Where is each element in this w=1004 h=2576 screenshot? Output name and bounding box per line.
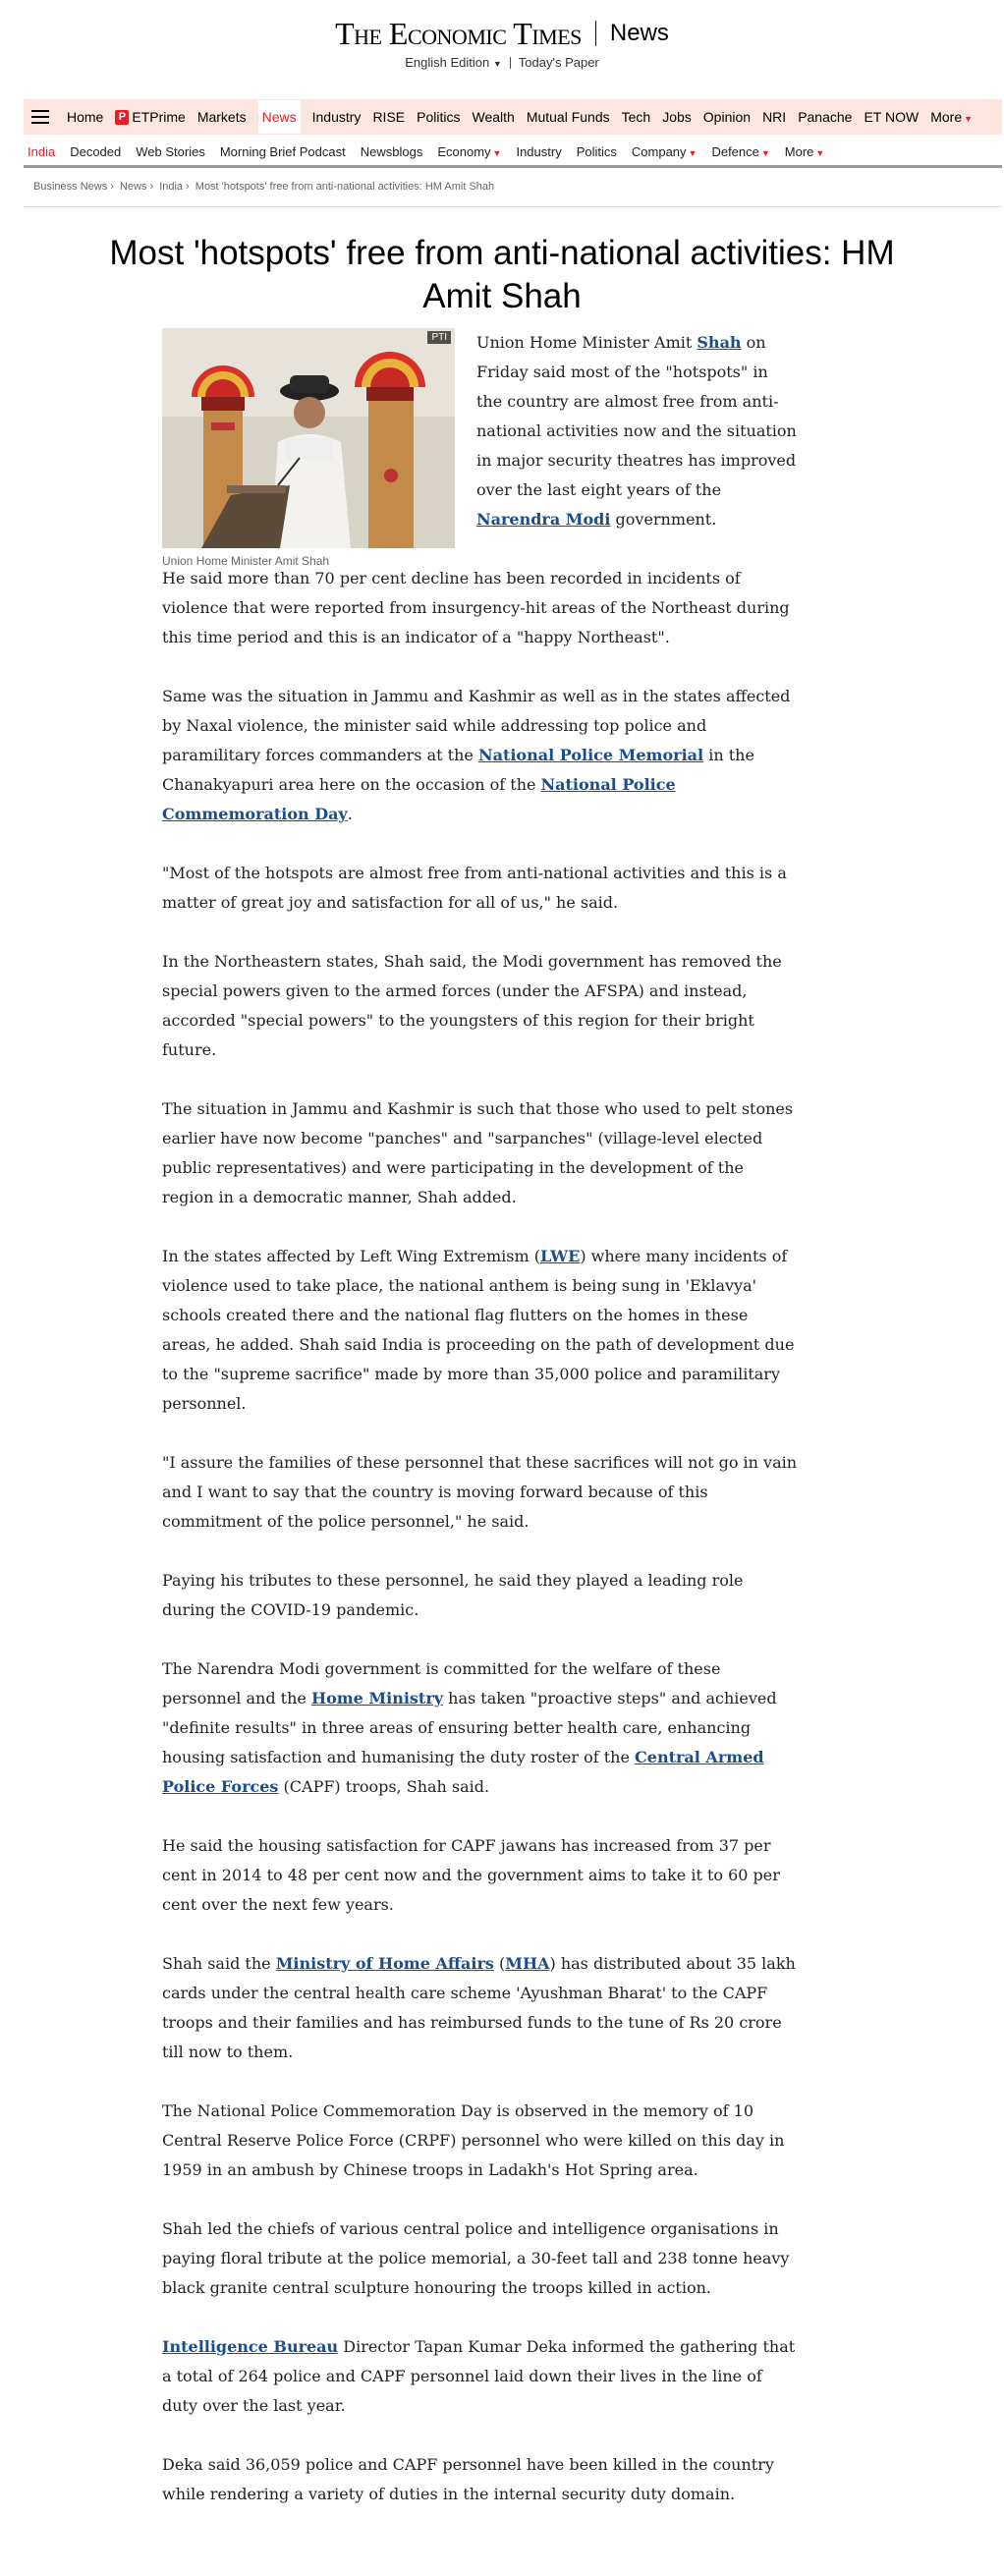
caret-down-icon: ▼: [688, 148, 697, 158]
nav-jobs[interactable]: Jobs: [662, 109, 692, 125]
paragraph: "Most of the hotspots are almost free from anti-national activities and this is a matter of great joy and satisfaction for all of us," he said.: [162, 864, 787, 912]
primary-nav: [24, 99, 1002, 135]
nav-politics[interactable]: Politics: [417, 109, 461, 125]
subnav-more[interactable]: More ▼: [784, 144, 825, 159]
nav-mutual-funds[interactable]: Mutual Funds: [526, 109, 610, 125]
breadcrumb-news[interactable]: News: [119, 181, 147, 193]
paragraph: The National Police Commemoration Day is observed in the memory of 10 Central Reserve Police Force (CRPF) personnel who were killed on this day in 1959 in an ambush by Chinese troops in Ladakh's Hot Spring area.: [162, 2101, 785, 2179]
paragraph: Same was the situation in Jammu and Kashmir as well as in the states affected by Naxal violence, the minister said while addressing top police and paramilitary forces commanders at the National Police Memorial in the Chanakyapuri area here on the occasion of the National Police Commemoration Day.: [162, 687, 791, 823]
nav-home[interactable]: Home: [67, 109, 104, 125]
article-title: Most 'hotspots' free from anti-national activities: HM Amit Shah: [109, 234, 895, 315]
breadcrumb-divider: [24, 206, 1002, 207]
link-mha[interactable]: MHA: [505, 1954, 550, 1973]
caret-down-icon: ▼: [492, 148, 502, 158]
paragraph: Deka said 36,059 police and CAPF personnel have been killed in the country while rendering a variety of duties in the internal security duty domain.: [162, 2455, 774, 2503]
section-name[interactable]: News: [609, 20, 669, 46]
article-body: [162, 328, 799, 2539]
caret-down-icon: ▼: [760, 148, 770, 158]
breadcrumb-current: Most 'hotspots' free from anti-national activities: HM Amit Shah: [195, 181, 495, 193]
paragraph: The Narendra Modi government is committed for the welfare of these personnel and the Home Ministry has taken "proactive steps" and achieved "definite results" in three areas of ensuring better health care, enhancing housing satisfaction and humanising the duty roster of the Central Armed Police Forces (CAPF) troops, Shah said.: [162, 1659, 777, 1796]
todays-paper-link[interactable]: Today's Paper: [518, 55, 599, 70]
et-logo[interactable]: The Economic Times: [335, 15, 582, 51]
breadcrumb-india[interactable]: India: [159, 181, 184, 193]
paragraph: Shah said the Ministry of Home Affairs (MHA) has distributed about 35 lakh cards under the central health care scheme 'Ayushman Bharat' to the CAPF troops and their families and has reimbursed funds to the tune of Rs 20 crore till now to them.: [162, 1954, 796, 2061]
nav-nri[interactable]: NRI: [762, 109, 787, 125]
nav-wealth[interactable]: Wealth: [472, 109, 515, 125]
subnav-web-stories[interactable]: Web Stories: [136, 144, 205, 159]
image-caption: Union Home Minister Amit Shah: [162, 554, 330, 568]
secondary-nav: [24, 139, 1002, 168]
breadcrumb-separator: ›: [110, 181, 114, 193]
nav-panache[interactable]: Panache: [798, 109, 853, 125]
nav-news[interactable]: News: [258, 100, 301, 134]
subnav-economy[interactable]: Economy ▼: [437, 144, 502, 159]
paragraph: Intelligence Bureau Director Tapan Kumar Deka informed the gathering that a total of 264 police and CAPF personnel laid down their lives in the line of duty over the last year.: [162, 2337, 796, 2415]
nav-more[interactable]: More ▼: [930, 109, 974, 125]
hamburger-menu-icon[interactable]: [31, 110, 49, 124]
caret-down-icon: ▼: [492, 59, 502, 69]
breadcrumb-separator: ›: [186, 181, 190, 193]
subnav-defence[interactable]: Defence ▼: [711, 144, 770, 159]
link-narendra-modi[interactable]: Narendra Modi: [476, 510, 611, 529]
image-source-badge: PTI: [427, 331, 451, 344]
paragraph: He said the housing satisfaction for CAPF jawans has increased from 37 per cent in 2014 to 48 per cent now and the government aims to take it to 60 per cent over the next few years.: [162, 1836, 780, 1914]
edition-selector[interactable]: English Edition ▼: [405, 55, 502, 70]
link-home-ministry[interactable]: Home Ministry: [310, 1689, 444, 1708]
paragraph: Shah led the chiefs of various central police and intelligence organisations in paying floral tribute at the police memorial, a 30-feet tall and 238 tonne heavy black granite central sculpture honouring the troops killed in action.: [162, 2219, 790, 2297]
link-central-armed-police-forces[interactable]: Central Armed Police Forces: [162, 1748, 764, 1796]
subnav-politics[interactable]: Politics: [576, 144, 617, 159]
nav-etprime[interactable]: P ETPrime: [115, 109, 185, 125]
masthead: [0, 14, 1004, 70]
paragraph: Paying his tributes to these personnel, he said they played a leading role during the COVID-19 pandemic.: [162, 1571, 744, 1619]
breadcrumb-business-news[interactable]: Business News: [33, 181, 108, 193]
paragraph: In the states affected by Left Wing Extremism (LWE) where many incidents of violence used to take place, the national anthem is being sung in 'Eklavya' schools created there and the national flag flutters on the homes in these areas, he added. Shah said India is proceeding on the path of development due to the "supreme sacrifice" made by more than 35,000 police and paramilitary personnel.: [162, 1247, 795, 1413]
subnav-decoded[interactable]: Decoded: [70, 144, 122, 159]
paragraph: "I assure the families of these personnel that these sacrifices will not go in vain and I want to say that the country is moving forward because of this commitment of the police personnel," he said.: [162, 1453, 798, 1531]
nav-tech[interactable]: Tech: [621, 109, 651, 125]
breadcrumb: [33, 181, 494, 193]
subnav-india[interactable]: India: [28, 144, 56, 159]
nav-et-now[interactable]: ET NOW: [864, 109, 920, 125]
link-shah[interactable]: Shah: [697, 333, 742, 352]
breadcrumb-separator: ›: [149, 181, 154, 193]
subnav-morning-brief[interactable]: Morning Brief Podcast: [219, 144, 346, 159]
caret-down-icon: ▼: [815, 148, 825, 158]
paragraph: Union Home Minister Amit Shah on Friday said most of the "hotspots" in the country are almost free from anti-national activities now and the situation in major security theatres has improved over the last eight years of the Narendra Modi government.: [476, 333, 797, 529]
subnav-company[interactable]: Company ▼: [631, 144, 697, 159]
paragraph: He said more than 70 per cent decline has been recorded in incidents of violence that were reported from insurgency-hit areas of the Northeast during this time period and this is an indicator of a "happy Northeast".: [162, 569, 790, 646]
subnav-industry[interactable]: Industry: [516, 144, 562, 159]
nav-markets[interactable]: Markets: [196, 109, 247, 125]
link-lwe[interactable]: LWE: [540, 1247, 581, 1265]
nav-industry[interactable]: Industry: [311, 109, 362, 125]
etprime-p-icon: P: [115, 110, 129, 125]
nav-opinion[interactable]: Opinion: [702, 109, 752, 125]
paragraph: In the Northeastern states, Shah said, the Modi government has removed the special powers given to the armed forces (under the AFSPA) and instead, accorded "special powers" to the youngsters of this region for their bright future.: [162, 952, 782, 1059]
logo-divider: [595, 21, 596, 46]
link-intelligence-bureau[interactable]: Intelligence Bureau: [162, 2337, 339, 2356]
caret-down-icon: ▼: [964, 114, 974, 124]
subnav-newsblogs[interactable]: Newsblogs: [360, 144, 423, 159]
figure-spacer: [162, 328, 476, 560]
link-national-police-commemoration-day[interactable]: National Police Commemoration Day: [162, 775, 676, 823]
edition-divider: [510, 57, 511, 69]
link-national-police-memorial[interactable]: National Police Memorial: [477, 746, 704, 764]
link-ministry-of-home-affairs[interactable]: Ministry of Home Affairs: [275, 1954, 494, 1973]
paragraph: The situation in Jammu and Kashmir is such that those who used to pelt stones earlier have now become "panches" and "sarpanches" (village-level elected public representatives) and were participating in the development of the region in a democratic manner, Shah added.: [162, 1099, 794, 1206]
nav-rise[interactable]: RISE: [372, 109, 406, 125]
